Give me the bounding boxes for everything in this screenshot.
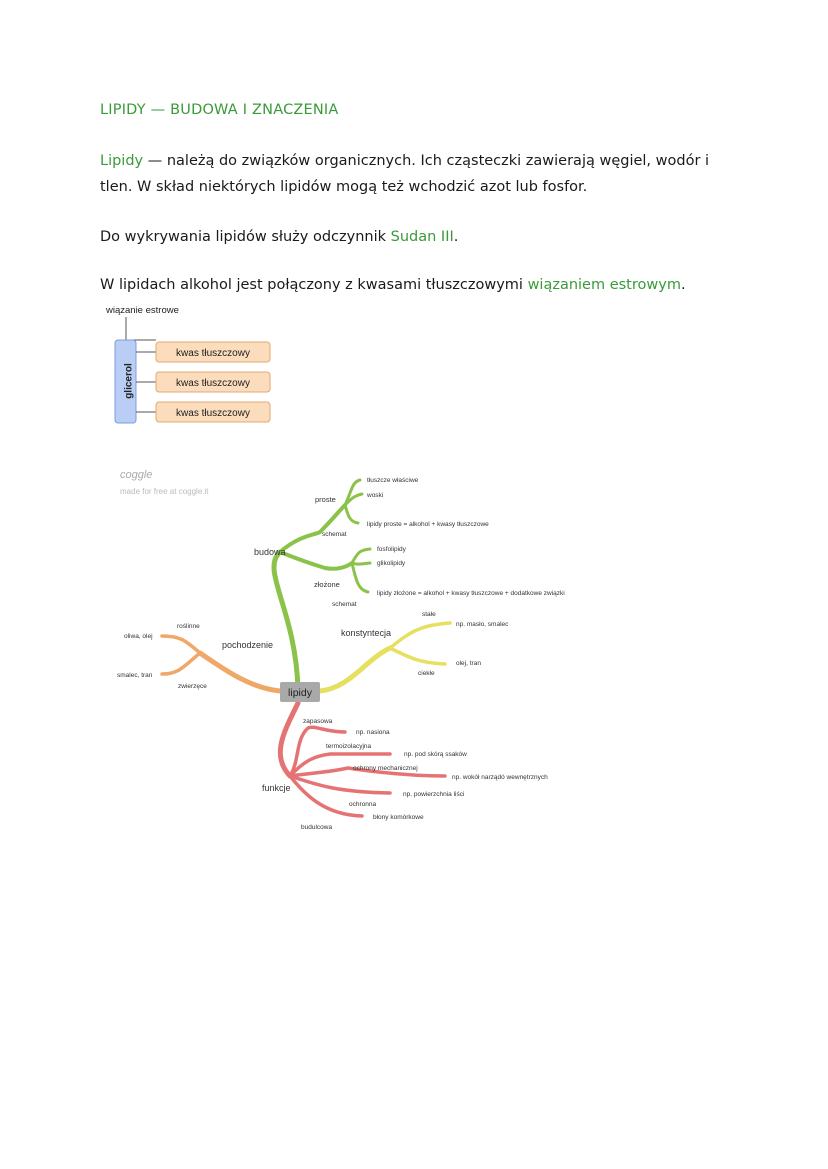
label-budulcowa: budulcowa [301,824,333,831]
label-smalec: smalec, tran [117,672,153,679]
sudan-paragraph [100,224,740,250]
label-schemat-2: schemat [332,601,357,608]
fatty-acid-label: kwas tłuszczowy [176,348,250,359]
coggle-logo: coggle [120,469,153,481]
ester-label: wiązanie estrowe [106,305,179,316]
branch-ciekle [390,648,445,664]
label-ochrony: ochrony mechanicznej [353,765,418,772]
ester-highlight: wiązaniem estrowym [527,277,681,293]
lipids-mind-map [100,460,620,845]
label-narzady: np. wokół narządó wewnętrznych [452,774,548,781]
label-olej-tran: olej, tran [456,660,481,667]
label-woski: woski [367,492,384,499]
branch-stale [390,623,450,648]
label-zapasowa: zapasowa [303,718,333,725]
label-lipidy-proste: lipidy proste = alkohol + kwasy tłuszczowe [367,521,489,528]
label-pochodzenie: pochodzenie [222,640,274,650]
label-zwierzece: zwierzęce [178,683,207,690]
ester-paragraph [100,272,740,298]
label-tluszcze: tłuszcze właściwe [367,477,419,484]
branch-budowa [274,552,298,690]
fatty-acid-label: kwas tłuszczowy [176,408,250,419]
center-label: lipidy [288,687,312,699]
sudan-highlight: Sudan III [390,229,454,245]
branch-glikolipidy [352,563,370,564]
label-nasiona: np. nasiona [356,729,390,736]
branch-proste [280,505,345,552]
label-ciekle: ciekłe [418,670,435,677]
label-fosfolipidy: fosfolipidy [377,546,406,553]
branch-zlozone [280,552,352,569]
coggle-subtitle: made for free at coggle.it [120,487,209,496]
label-zlozone: złożone [314,580,340,589]
label-lipidy-zlozone: lipidy złożone = alkohol + kwasy tłuszczowe + dodatkowe związki [377,590,565,597]
label-funkcje: funkcje [262,783,291,793]
label-ochronna: ochronna [349,801,377,808]
label-glikolipidy: glikolipidy [377,560,406,567]
ester-bond-diagram [100,300,290,430]
ester-end: . [680,277,686,293]
branch-roslinne [162,636,200,653]
label-schemat-1: schemat [322,531,347,538]
label-roslinne: roślinne [177,623,200,630]
label-maslo: np. masło, smalec [456,621,509,628]
branch-fosfolipidy [352,549,370,563]
sudan-text: Do wykrywania lipidów służy odczynnik [100,229,391,245]
label-blony: błony komórkowe [373,814,424,821]
label-termo: termoizolacyjna [326,743,372,750]
page-title: LIPIDY — BUDOWA I ZNACZENIA [100,102,339,118]
sudan-end: . [453,229,459,245]
branch-konsystencja [320,648,390,691]
label-budowa: budowa [254,547,286,557]
label-stale: stałe [422,611,436,618]
definition-line-2: tlen. W skład niektórych lipidów mogą też wchodzić azot lub fosfor. [100,179,588,195]
term-lipidy: Lipidy [100,153,144,169]
label-oliwa: oliwa, olej [124,633,153,640]
label-proste: proste [315,495,336,504]
branch-zwierzece [162,653,200,674]
branch-zlozone-schemat [352,563,368,592]
label-pod-skora: np. pod skórą ssaków [404,751,467,758]
lipids-definition-paragraph [100,148,740,200]
glycerol-label: glicerol [123,363,135,399]
label-liscie: np. powierzchnia liści [403,791,465,798]
ester-text: W lipidach alkohol jest połączony z kwasami tłuszczowymi [100,277,528,293]
branch-proste-schemat [345,505,358,523]
fatty-acid-label: kwas tłuszczowy [176,378,250,389]
label-konsystencja: konstyntecja [341,628,392,638]
branch-pochodzenie [200,653,280,691]
definition-line-1: — należą do związków organicznych. Ich cząsteczki zawierają węgiel, wodór i [143,153,710,169]
branch-budulcowa [290,776,362,816]
